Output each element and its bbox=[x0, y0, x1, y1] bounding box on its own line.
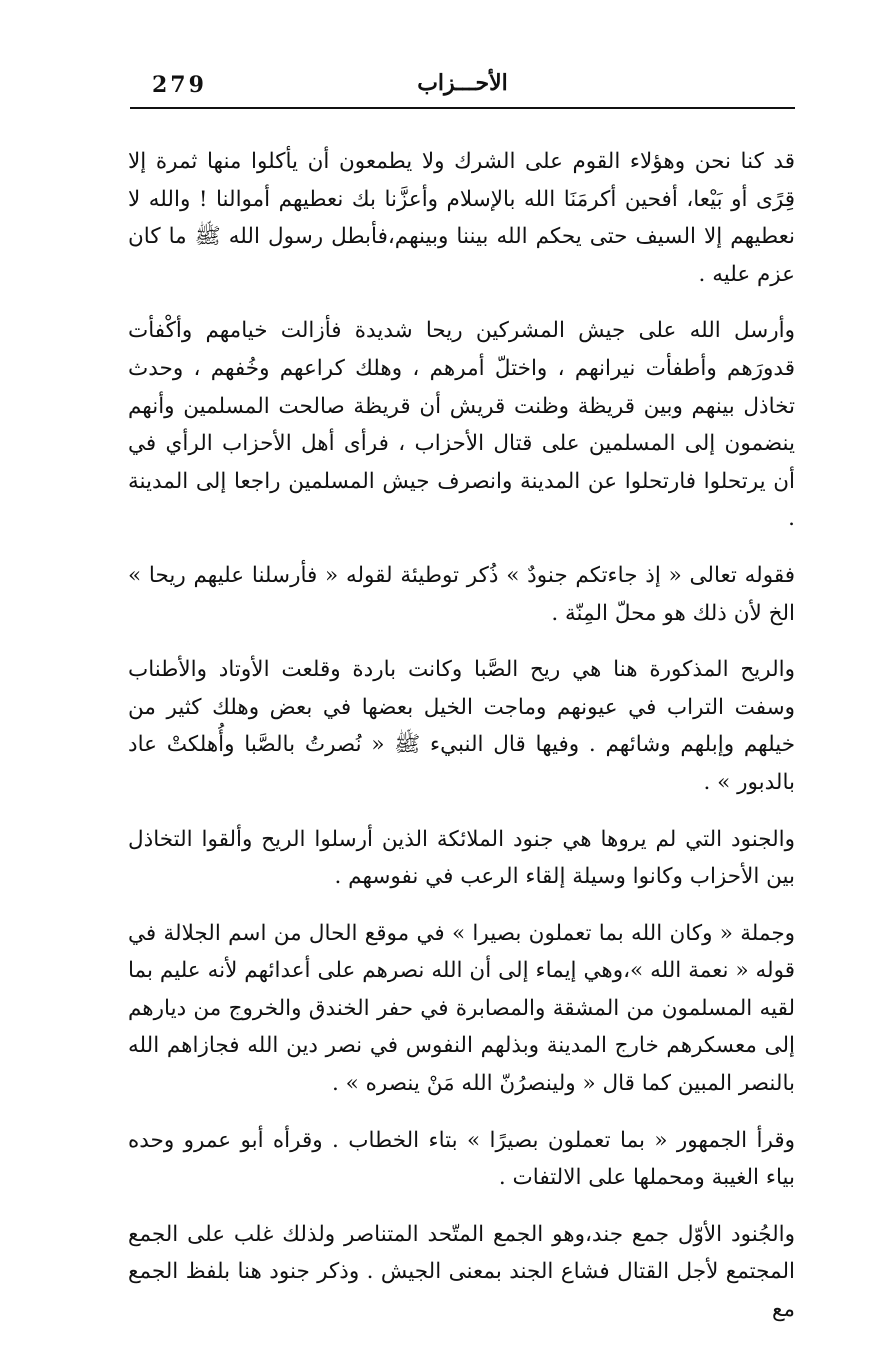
header-rule bbox=[130, 107, 795, 109]
paragraph: قد كنا نحن وهؤلاء القوم على الشرك ولا يطمعون أن يأكلوا منها ثمرة إلا قِرًى أو بَيْعا، أفحين أكرمَنَا الله بالإسلام وأعزَّنا بك نعطيهم أموالنا ! والله لا نعطيهم إلا السيف حتى يحكم الله بيننا وبينهم،فأبطل رسول الله ﷺ ما كان عزم عليه . bbox=[128, 149, 795, 287]
paragraph: وأرسل الله على جيش المشركين ريحا شديدة فأزالت خيامهم وأكْفأت قدورَهم وأطفأت نيرانهم ، واختلّ أمرهم ، وهلك كراعهم وخُفهم ، وحدث تخاذل بينهم وبين قريظة وظنت قريش أن قريظة صالحت المسلمين وأنهم ينضمون إلى المسلمين على قتال الأحزاب ، فرأى أهل الأحزاب الرأي في أن يرتحلوا فارتحلوا عن المدينة وانصرف جيش المسلمين راجعا إلى المدينة . bbox=[128, 318, 795, 532]
paragraph: وقرأ الجمهور « بما تعملون بصيرًا » بتاء الخطاب . وقرأه أبو عمرو وحده بياء الغيبة ومحملها على الالتفات . bbox=[128, 1127, 795, 1191]
paragraph: فقوله تعالى « إذ جاءتكم جنودٌ » ذُكر توطيئة لقوله « فأرسلنا عليهم ريحا » الخ لأن ذلك هو محلّ المِنّة . bbox=[128, 562, 795, 626]
running-title: الأحـــزاب bbox=[417, 70, 508, 96]
body-text bbox=[128, 143, 795, 1348]
page-number: 279 bbox=[152, 72, 207, 98]
paragraph: والجنود التي لم يروها هي جنود الملائكة الذين أرسلوا الريح وألقوا التخاذل بين الأحزاب وكانوا وسيلة إلقاء الرعب في نفوسهم . bbox=[128, 826, 795, 890]
paragraph: وجملة « وكان الله بما تعملون بصيرا » في موقع الحال من اسم الجلالة في قوله « نعمة الله »،وهي إيماء إلى أن الله نصرهم على أعدائهم لأنه عليم بما لقيه المسلمون من المشقة والمصابرة في حفر الخندق والخروج من ديارهم إلى معسكرهم خارج المدينة وبذلهم النفوس في نصر دين الله فجازاهم الله بالنصر المبين كما قال « ولينصرُنّ الله مَنْ ينصره » . bbox=[128, 920, 795, 1097]
paragraph: والجُنود الأوّل جمع جند،وهو الجمع المتّحد المتناصر ولذلك غلب على الجمع المجتمع لأجل القتال فشاع الجند بمعنى الجيش . وذكر جنود هنا بلفظ الجمع مع bbox=[128, 1221, 795, 1323]
page-header bbox=[130, 66, 795, 106]
paragraph: والريح المذكورة هنا هي ريح الصَّبا وكانت باردة وقلعت الأوتاد والأطناب وسفت التراب في عيونهم وماجت الخيل بعضها في بعض وهلك كثير من خيلهم وإبلهم وشائهم . وفيها قال النبيء ﷺ « نُصرتُ بالصَّبا وأُهلكتْ عاد بالدبور » . bbox=[128, 657, 795, 795]
